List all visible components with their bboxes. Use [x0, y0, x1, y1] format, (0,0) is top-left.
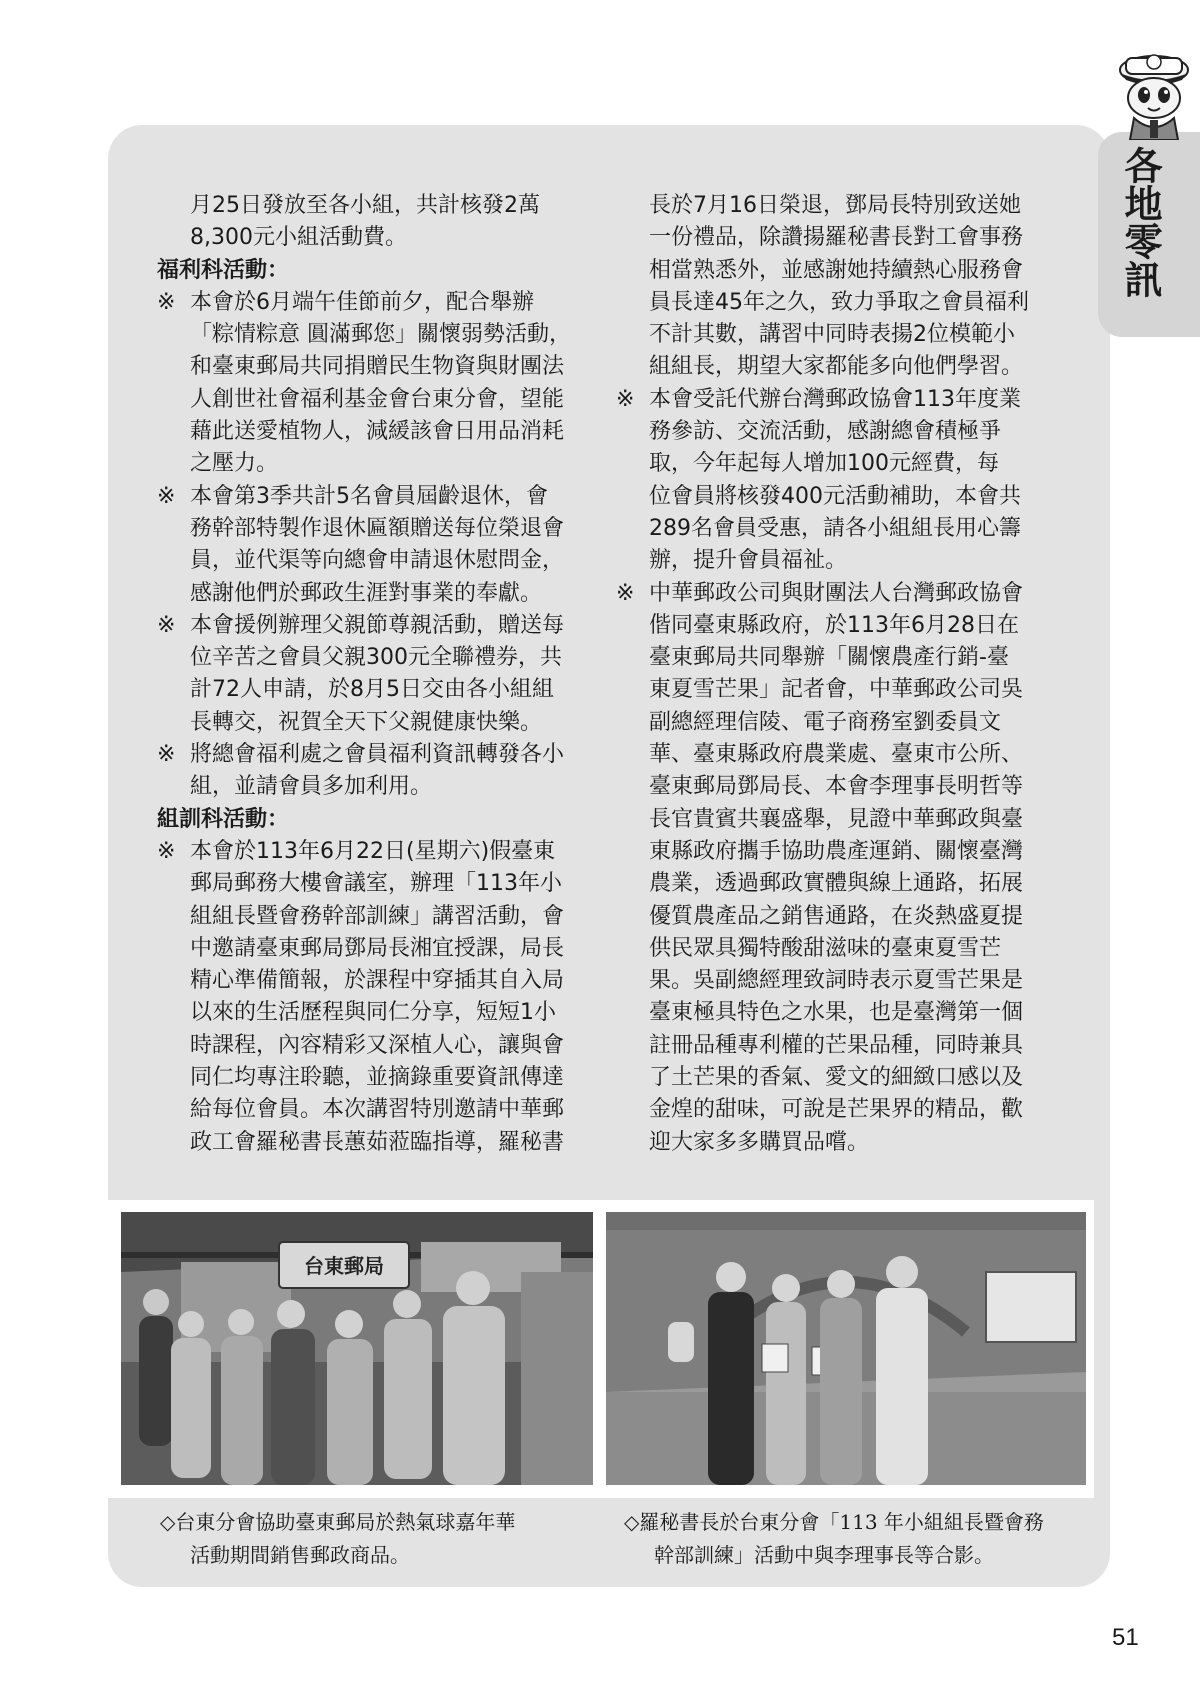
news-item: [616, 384, 1036, 578]
item-line: 迎大家多多購買品嚐。: [649, 1129, 870, 1155]
reference-mark: ※: [157, 483, 176, 509]
item-line: 之壓力。: [190, 451, 279, 477]
photo-caption-right: [624, 1506, 1084, 1572]
caption-line: 幹部訓練」活動中與李理事長等合影。: [654, 1543, 994, 1567]
intro-line: 組組長，期望大家都能多向他們學習。: [649, 354, 1024, 380]
item-line: 計72人申請，於8月5日交由各小組組: [190, 677, 554, 703]
item-line: 將總會福利處之會員福利資訊轉發各小: [190, 742, 565, 768]
item-line: 組組長暨會務幹部訓練」講習活動，會: [190, 903, 565, 929]
training-item: [157, 836, 575, 1159]
item-line: 本會第3季共計5名會員屆齡退休，會: [190, 483, 548, 509]
item-line: 長官貴賓共襄盛舉，見證中華郵政與臺: [649, 806, 1024, 832]
item-line: 藉此送愛植物人，減緩該會日用品消耗: [190, 419, 565, 445]
mascot-icon: [1108, 40, 1200, 140]
reference-mark: ※: [616, 386, 635, 412]
item-line: 郵局郵務大樓會議室，辦理「113年小: [190, 871, 562, 897]
intro-line: 長於7月16日榮退，鄧局長特別致送她: [649, 193, 1021, 218]
item-line: 289名會員受惠，請各小組組長用心籌: [649, 515, 1021, 541]
item-line: 本會於6月端午佳節前夕，配合舉辦: [190, 289, 534, 315]
item-line: 優質農產品之銷售通路，在炎熱盛夏提: [649, 903, 1024, 929]
reference-mark: ※: [157, 289, 176, 315]
item-line: 精心準備簡報，於課程中穿插其自入局: [190, 968, 565, 994]
caption-line: ◇台東分會協助臺東郵局於熱氣球嘉年華: [160, 1510, 516, 1534]
photo-training-group: [606, 1212, 1086, 1485]
photo-hot-air-balloon-booth: [121, 1212, 593, 1485]
item-line: 人創世社會福利基金會台東分會，望能: [190, 386, 565, 412]
item-line: 務幹部特製作退休匾額贈送每位榮退會: [190, 515, 565, 541]
item-line: 員，並代渠等向總會申請退休慰問金，: [190, 548, 565, 574]
photo-caption-left: [160, 1506, 580, 1572]
item-line: 位辛苦之會員父親300元全聯禮券，共: [190, 645, 562, 671]
item-line: 和臺東郵局共同捐贈民生物資與財團法: [190, 354, 565, 380]
welfare-heading: 福利科活動：: [157, 257, 290, 283]
item-line: 金煌的甜味，可說是芒果界的精品，歡: [649, 1097, 1024, 1123]
item-line: 同仁均專注聆聽，並摘錄重要資訊傳達: [190, 1065, 565, 1091]
item-line: 長轉交，祝賀全天下父親健康快樂。: [190, 709, 543, 735]
reference-mark: ※: [157, 838, 176, 864]
page-number: 51: [1112, 1624, 1139, 1651]
item-line: 本會於113年6月22日(星期六)假臺東: [190, 838, 556, 864]
item-line: 了土芒果的香氣、愛文的細緻口感以及: [649, 1065, 1024, 1091]
left-column: [157, 190, 575, 1159]
item-line: 政工會羅秘書長蕙茹蒞臨指導，羅秘書: [190, 1129, 565, 1155]
item-line: 辦，提升會員福祉。: [649, 548, 848, 574]
booth-sign: 台東郵局: [304, 1254, 384, 1278]
caption-line: 活動期間銷售郵政商品。: [190, 1543, 410, 1567]
item-line: 取，今年起每人增加100元經費，每: [649, 451, 999, 477]
item-line: 時課程，內容精彩又深植人心，讓與會: [190, 1032, 565, 1058]
intro-line: 一份禮品，除讚揚羅秘書長對工會事務: [649, 225, 1024, 251]
item-line: 偕同臺東縣政府，於113年6月28日在: [649, 612, 1019, 638]
item-line: 副總經理信陵、電子商務室劉委員文: [649, 709, 1002, 735]
item-line: 註冊品種專利權的芒果品種，同時兼具: [649, 1032, 1024, 1058]
intro-line: 相當熟悉外，並感謝她持續熱心服務會: [649, 257, 1024, 283]
news-item: [616, 578, 1036, 1159]
reference-mark: ※: [157, 612, 176, 638]
item-line: 組，並請會員多加利用。: [190, 774, 433, 800]
item-line: 臺東極具特色之水果，也是臺灣第一個: [649, 1000, 1024, 1026]
reference-mark: ※: [157, 742, 176, 768]
item-line: 供民眾具獨特酸甜滋味的臺東夏雪芒: [649, 935, 1002, 961]
reference-mark: ※: [616, 580, 635, 606]
welfare-item: [157, 287, 575, 481]
caption-line: ◇羅秘書長於台東分會「113 年小組組長暨會務: [624, 1510, 1044, 1534]
section-tab-title: 各地零訊: [1118, 146, 1163, 298]
welfare-item: [157, 610, 575, 739]
item-line: 臺東郵局鄧局長、本會李理事長明哲等: [649, 774, 1024, 800]
item-line: 以來的生活歷程與同仁分享，短短1小: [190, 1000, 556, 1026]
training-heading: 組訓科活動：: [157, 806, 290, 832]
right-column: [616, 190, 1036, 1159]
item-line: 位會員將核發400元活動補助，本會共: [649, 483, 1021, 509]
item-line: 中邀請臺東郵局鄧局長湘宜授課，局長: [190, 935, 565, 961]
intro-line: 不計其數，講習中同時表揚2位模範小: [649, 322, 1015, 348]
welfare-item: [157, 739, 575, 804]
item-line: 給每位會員。本次講習特別邀請中華郵: [190, 1097, 565, 1123]
welfare-item: [157, 481, 575, 610]
intro-line: 8,300元小組活動費。: [190, 225, 407, 251]
item-line: 「粽情粽意 圓滿郵您」關懷弱勢活動，: [190, 322, 571, 348]
item-line: 本會援例辦理父親節尊親活動，贈送每: [190, 612, 565, 638]
item-line: 東縣政府攜手協助農產運銷、關懷臺灣: [649, 838, 1024, 864]
item-line: 臺東郵局共同舉辦「關懷農產行銷-臺: [649, 645, 1009, 671]
intro-line: 月25日發放至各小組，共計核發2萬: [190, 193, 540, 218]
item-line: 中華郵政公司與財團法人台灣郵政協會: [649, 580, 1024, 606]
item-line: 農業，透過郵政實體與線上通路，拓展: [649, 871, 1024, 897]
item-line: 務參訪、交流活動，感謝總會積極爭: [649, 419, 1002, 445]
item-line: 本會受託代辦台灣郵政協會113年度業: [649, 386, 1021, 412]
item-line: 果。吳副總經理致詞時表示夏雪芒果是: [649, 968, 1024, 994]
intro-line: 員長達45年之久，致力爭取之會員福利: [649, 289, 1029, 315]
item-line: 華、臺東縣政府農業處、臺東市公所、: [649, 742, 1024, 768]
item-line: 東夏雪芒果」記者會，中華郵政公司吳: [649, 677, 1024, 703]
item-line: 感謝他們於郵政生涯對事業的奉獻。: [190, 580, 543, 606]
